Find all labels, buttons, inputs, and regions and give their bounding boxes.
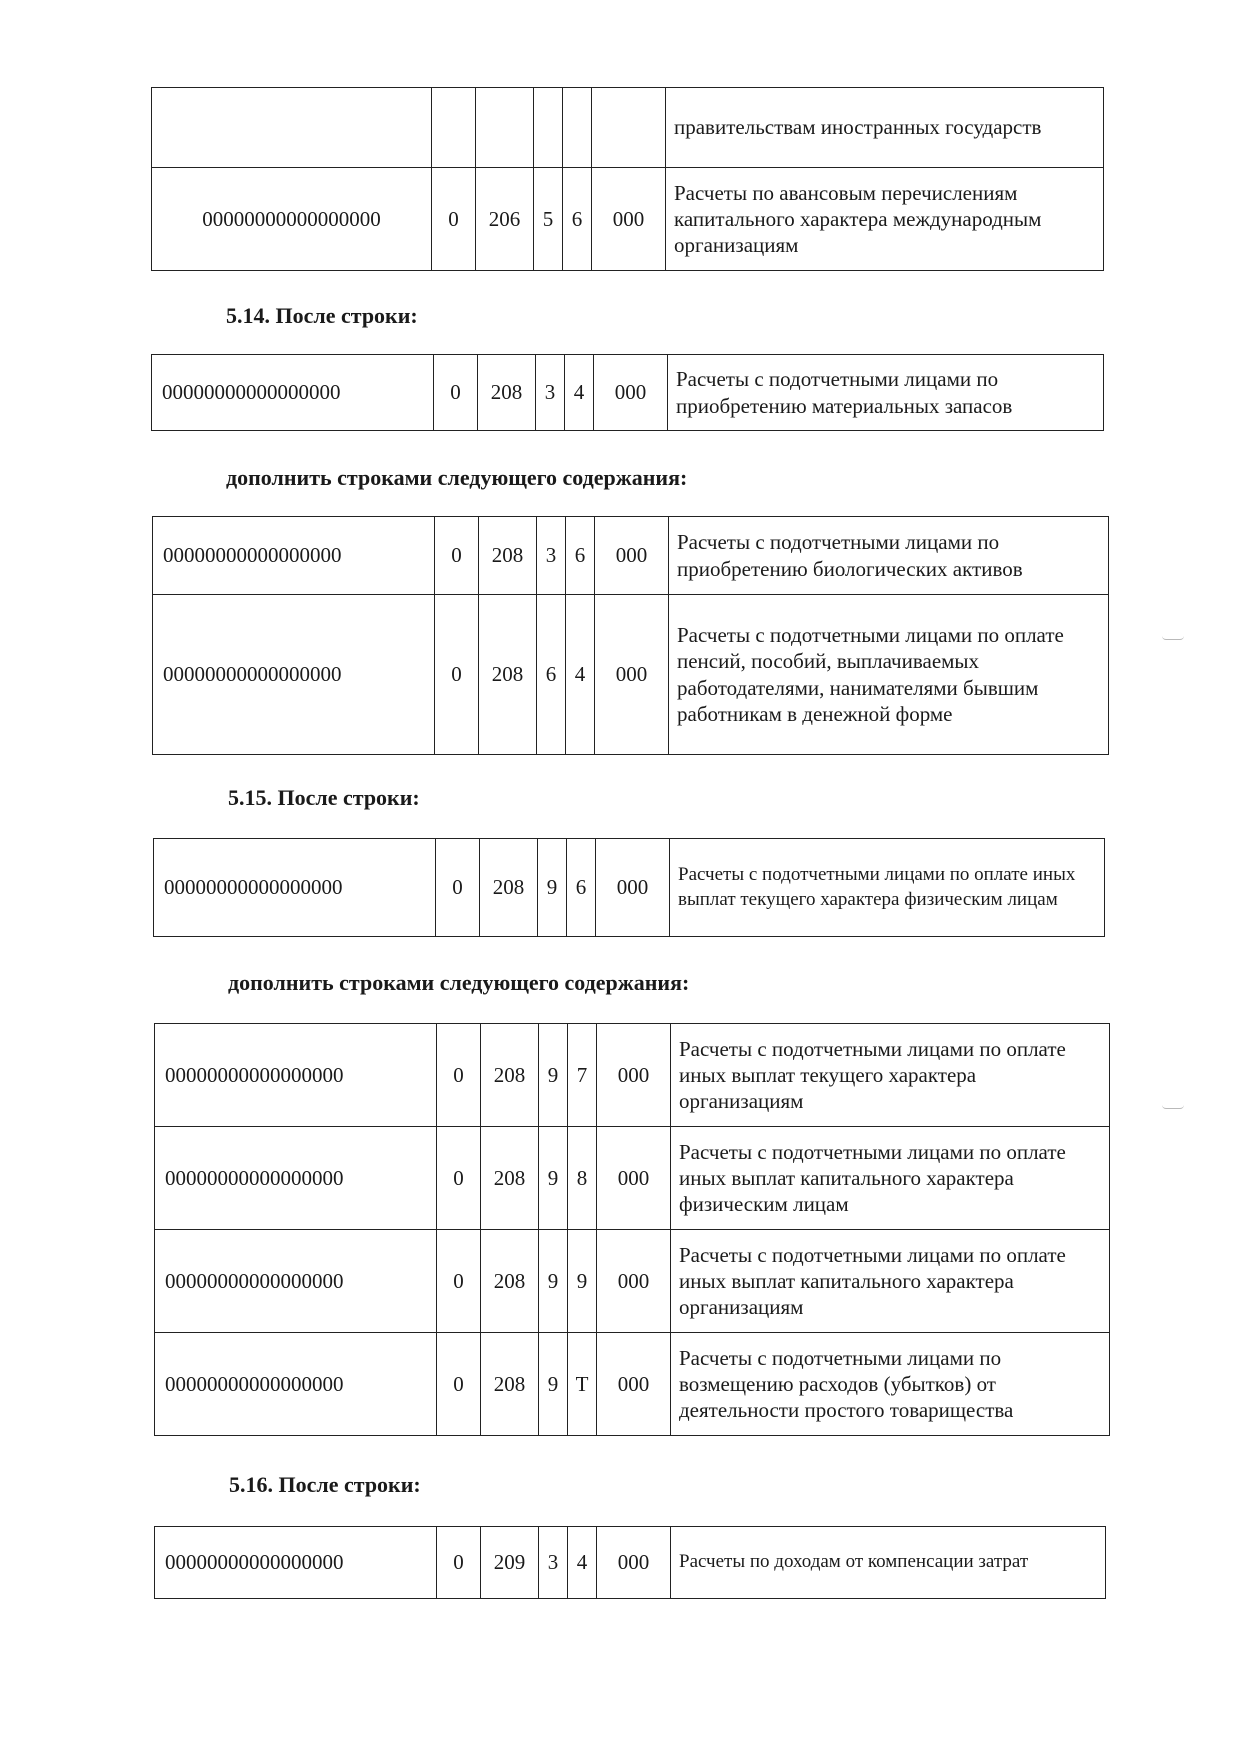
table-5-15-after — [153, 838, 1105, 937]
kbk-cell: 00000000000000000 — [155, 1527, 437, 1599]
code-cell-1: 0 — [437, 1333, 481, 1436]
kbk-cell: 00000000000000000 — [155, 1127, 437, 1230]
code-cell-5: 000 — [597, 1024, 671, 1127]
table-row — [152, 88, 1104, 168]
code-cell-4: 8 — [568, 1127, 597, 1230]
code-cell-4 — [563, 88, 592, 168]
code-cell-1: 0 — [437, 1230, 481, 1333]
code-cell-5: 000 — [595, 517, 669, 595]
scan-mark — [1162, 1105, 1184, 1109]
code-cell-4: 9 — [568, 1230, 597, 1333]
section-heading-5-16: 5.16. После строки: — [229, 1472, 421, 1497]
kbk-cell: 00000000000000000 — [153, 595, 435, 755]
code-cell-2: 208 — [481, 1127, 539, 1230]
code-cell-1 — [432, 88, 476, 168]
code-cell-2: 208 — [480, 839, 538, 937]
code-cell-1: 0 — [437, 1024, 481, 1127]
code-cell-3: 5 — [534, 168, 563, 271]
code-cell-3: 9 — [539, 1127, 568, 1230]
table-row — [152, 168, 1104, 271]
description-cell: Расчеты с подотчетными лицами по возмещению расходов (убытков) от деятельности простого товарищества — [671, 1333, 1110, 1436]
description-cell: Расчеты по доходам от компенсации затрат — [671, 1527, 1106, 1599]
code-cell-4: 4 — [565, 355, 594, 431]
code-cell-4: 4 — [568, 1527, 597, 1599]
description-cell: Расчеты с подотчетными лицами по оплате иных выплат капитального характера организациям — [671, 1230, 1110, 1333]
description-cell: правительствам иностранных государств — [666, 88, 1104, 168]
code-cell-2: 208 — [481, 1024, 539, 1127]
table-5-16-after — [154, 1526, 1106, 1599]
code-cell-3: 3 — [536, 355, 565, 431]
section-subheading-add: дополнить строками следующего содержания: — [226, 465, 688, 490]
code-cell-1: 0 — [436, 839, 480, 937]
section-subheading-add: дополнить строками следующего содержания: — [228, 970, 690, 995]
code-cell-4: 7 — [568, 1024, 597, 1127]
kbk-cell: 00000000000000000 — [155, 1333, 437, 1436]
description-cell: Расчеты с подотчетными лицами по приобретению биологических активов — [669, 517, 1109, 595]
table-5-14-after — [151, 354, 1104, 431]
table-row — [152, 355, 1104, 431]
code-cell-5: 000 — [597, 1230, 671, 1333]
kbk-cell: 00000000000000000 — [152, 168, 432, 271]
code-cell-5: 000 — [597, 1333, 671, 1436]
description-cell: Расчеты с подотчетными лицами по оплате иных выплат капитального характера физическим лицам — [671, 1127, 1110, 1230]
code-cell-3: 9 — [539, 1230, 568, 1333]
code-cell-5: 000 — [594, 355, 668, 431]
kbk-cell: 00000000000000000 — [154, 839, 436, 937]
code-cell-1: 0 — [432, 168, 476, 271]
table-row — [154, 839, 1105, 937]
table-row — [155, 1333, 1110, 1436]
code-cell-5: 000 — [595, 595, 669, 755]
code-cell-2: 208 — [481, 1230, 539, 1333]
section-heading-5-14: 5.14. После строки: — [226, 303, 418, 328]
code-cell-2: 209 — [481, 1527, 539, 1599]
scan-mark — [1162, 636, 1184, 640]
section-heading-5-15: 5.15. После строки: — [228, 785, 420, 810]
code-cell-1: 0 — [437, 1527, 481, 1599]
code-cell-3: 3 — [537, 517, 566, 595]
code-cell-5: 000 — [596, 839, 670, 937]
table-row — [153, 517, 1109, 595]
kbk-cell: 00000000000000000 — [155, 1024, 437, 1127]
code-cell-3: 9 — [539, 1333, 568, 1436]
table-5-14-add — [152, 516, 1109, 755]
code-cell-3: 9 — [538, 839, 567, 937]
kbk-cell: 00000000000000000 — [153, 517, 435, 595]
description-cell: Расчеты с подотчетными лицами по приобретению материальных запасов — [668, 355, 1104, 431]
table-5-15-add — [154, 1023, 1110, 1436]
description-cell: Расчеты с подотчетными лицами по оплате иных выплат текущего характера физическим лицам — [670, 839, 1105, 937]
table-row — [155, 1230, 1110, 1333]
table-row — [155, 1024, 1110, 1127]
code-cell-2: 208 — [479, 595, 537, 755]
code-cell-2: 208 — [481, 1333, 539, 1436]
code-cell-3 — [534, 88, 563, 168]
code-cell-4: Т — [568, 1333, 597, 1436]
kbk-cell: 00000000000000000 — [152, 355, 434, 431]
description-cell: Расчеты по авансовым перечислениям капитального характера международным организациям — [666, 168, 1104, 271]
table-row — [155, 1527, 1106, 1599]
kbk-cell — [152, 88, 432, 168]
code-cell-3: 9 — [539, 1024, 568, 1127]
code-cell-5: 000 — [597, 1527, 671, 1599]
code-cell-4: 4 — [566, 595, 595, 755]
code-cell-3: 6 — [537, 595, 566, 755]
code-cell-4: 6 — [567, 839, 596, 937]
description-cell: Расчеты с подотчетными лицами по оплате пенсий, пособий, выплачиваемых работодателями, нанимателями бывшим работникам в денежной форме — [669, 595, 1109, 755]
kbk-cell: 00000000000000000 — [155, 1230, 437, 1333]
description-cell: Расчеты с подотчетными лицами по оплате иных выплат текущего характера организациям — [671, 1024, 1110, 1127]
table-row — [155, 1127, 1110, 1230]
table-row — [153, 595, 1109, 755]
code-cell-5 — [592, 88, 666, 168]
table-top — [151, 87, 1104, 271]
code-cell-1: 0 — [435, 517, 479, 595]
code-cell-2: 208 — [478, 355, 536, 431]
code-cell-4: 6 — [563, 168, 592, 271]
code-cell-5: 000 — [597, 1127, 671, 1230]
code-cell-4: 6 — [566, 517, 595, 595]
code-cell-1: 0 — [434, 355, 478, 431]
code-cell-1: 0 — [435, 595, 479, 755]
code-cell-2: 208 — [479, 517, 537, 595]
code-cell-2: 206 — [476, 168, 534, 271]
code-cell-3: 3 — [539, 1527, 568, 1599]
code-cell-5: 000 — [592, 168, 666, 271]
code-cell-1: 0 — [437, 1127, 481, 1230]
code-cell-2 — [476, 88, 534, 168]
